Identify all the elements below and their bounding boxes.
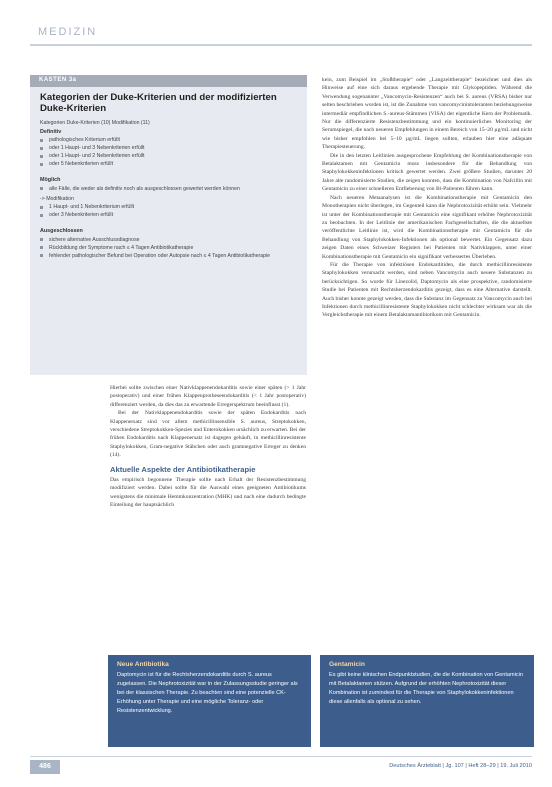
box-title: Kategorien der Duke-Kriterien und der modifizierten Duke-Kriterien bbox=[40, 92, 277, 114]
list-item: oder 1 Haupt- und 3 Nebenkriterien erfüllt bbox=[40, 144, 297, 152]
list-item: pathologisches Kriterium erfüllt bbox=[40, 136, 297, 144]
panel-text: Daptomycin ist für die Rechtsherzendokarditis durch S. aureus zugelassen. Die Nephrotoxizität war in der Zulassungsstudie geringer als bei der klassischen Therapie. Zu beachten sind eine potenzielle CK-Erhöhung unter Therapie und eine mögliche Toleranz- oder Resistenzentwicklung. bbox=[117, 672, 298, 714]
header-rule bbox=[30, 44, 532, 46]
paragraph: Die in den letzten Leitlinien ausgesprochene Empfehlung der Kombinationstherapie von Betalaktamen mit Gentamicin muss insbesondere für die Behandlung von Staphylokokkeninfektionen kritisch gewertet werden. Zwei größere Studien, darunter 20 Jahre alte randomisierte Studien, die zeigen konnten, dass die Kombination von Nafcillin mit Gentamicin zu einer schnelleren Entfieberung von Bi-Patienten führen kann. bbox=[322, 152, 532, 193]
list-item: oder 5 Nebenkriterien erfüllt bbox=[40, 160, 297, 168]
list-item: sichere alternative Ausschlussdiagnose bbox=[40, 236, 297, 244]
panel-title: Gentamicin bbox=[329, 661, 365, 668]
section-heading: Aktuelle Aspekte der Antibiotikatherapie bbox=[110, 464, 256, 474]
excluded-heading: Ausgeschlossen bbox=[40, 228, 83, 235]
box-tag: KASTEN 3a bbox=[30, 75, 307, 87]
paragraph: Das empirisch begonnene Therapie sollte nach Erhalt der Resistenzbestimmung modifiziert werden. Dabei sollte für die Auswahl eines geeigneten Antibiotikums wenigstens die minimale Hemmkonzentration (MHK) und nach eine dadurch bedingte Einteilung der hauptsächlich bbox=[110, 477, 306, 509]
right-column bbox=[322, 76, 532, 320]
list-item: alle Fälle, die weder als definitiv noch als ausgeschlossen gewertet werden können bbox=[40, 185, 297, 193]
paragraph: Hierbei sollte zwischen einer Nativklappenendokarditis sowie einer späten (> 1 Jahr postoperativ) und einer frühen Klappenprotheseendokarditis (< 1 Jahr postoperativ) differenziert werden, da dies das zu erwartende Erregerspektrum beeinflusst (1). bbox=[110, 385, 306, 408]
paragraph: Für die Therapie von infektiösen Endokarditiden, die durch methicillinresistente Staphylokokken verursacht werden, sind neben Vancomycin auch neuere Substanzen zu berücksichtigen. So wurde für Linezolid, Daptomycin als eine prospektive, randomisierte Studie bei Patienten mit Rechtsherzendokarditis gezeigt, dass es eine Alternative darstellt. Auch bisher konnte gezeigt werden, dass die Substanz im Gegensatz zu Vancomycin auch bei Infektionen durch methicillinresistente Staphylokokken nicht schlechter wirksam war als die Vergleichstherapie mit einem Betalaktamantibiotikum mit Gentamicin. bbox=[322, 261, 532, 319]
list-item: oder 3 Nebenkriterien erfüllt bbox=[40, 211, 297, 219]
page-number: 486 bbox=[30, 760, 60, 774]
panel-title: Neue Antibiotika bbox=[117, 661, 169, 668]
definite-heading: Definitiv bbox=[40, 128, 62, 135]
citation: Deutsches Ärzteblatt | Jg. 107 | Heft 28–29 | 19. Juli 2010 bbox=[389, 763, 532, 769]
possible-heading: Möglich bbox=[40, 177, 61, 184]
list-item: Rückbildung der Symptome nach ≤ 4 Tagen Antibiotikatherapie bbox=[40, 244, 297, 252]
paragraph: Bei der Nativklappenendokarditis sowie der späten Endokarditis nach Klappenersatz sind vor allem methicillinsensible S. aureus, Streptokokken, verschiedene Streptokokken-Spezies und Enterokokken ursächlich zu erwarten. Bei der frühen Endokarditis nach Klappenersatz ist dagegen gehäuft, in methicillinresistente Staphylokokken, Gram-negative Stäbchen oder auch gramnegative Erreger zu denken (14). bbox=[110, 410, 306, 459]
panel-new-antibiotics bbox=[108, 655, 311, 747]
section-tag: MEDIZIN bbox=[38, 26, 98, 38]
info-box bbox=[30, 75, 307, 375]
paragraph: kein, zum Beispiel im „Stoßtherapie“ oder „Langzeittherapie“ bezeichnet und dies als Hinweise auf eine sich daraus ergebende Therapie mit Glykopeptiden. Während die Verwendung sogenannter „Vancomycin-Resistenzen“ auch bei S. aureus (VRSA) bisher nur selten beschrieben worden ist, ist die Zunahme von vancomycinintoleranten beziehungsweise intermediär empfindlichen S.-aureus-Stämmen (VISA) der eigentliche Kern der Problematik. Nur die differenzierte Resistenzbestimmung und ein kontinuierliches Monitoring der Serumspiegel, die nach neueren Empfehlungen in einem Bereich von 15–20 µg/mL und nicht wie bisher empfohlen bei 5–10 µg/mL liegen sollten, erlauben hier eine adäquate Therapiesteuerung. bbox=[322, 77, 532, 151]
panel-gentamicin bbox=[320, 655, 534, 747]
left-column bbox=[110, 384, 306, 510]
panel-text: Es gibt keine klinischen Endpunktstudien, die die Kombination von Gentamicin mit Betalaktamen stützen. Aufgrund der erhöhten Nephrotoxizität dieser Kombination ist zumindest für die Therapie von Staphylokokkeninfektionen diese allenfalls als optional zu sehen. bbox=[329, 672, 524, 705]
list-item: 1 Haupt- und 1 Nebenkriterium erfüllt bbox=[40, 203, 297, 211]
footer-rule bbox=[30, 756, 532, 757]
list-item: oder 1 Haupt- und 2 Nebenkriterien erfüllt bbox=[40, 152, 297, 160]
list-item: fehlender pathologischer Befund bei Operation oder Autopsie nach ≤ 4 Tagen Antibiotikatherapie bbox=[40, 252, 297, 260]
modification-label: -> Modifikation bbox=[40, 195, 74, 202]
box-subtitle: Kategorien Duke-Kriterien (10) Modifikation (11) bbox=[40, 120, 150, 126]
paragraph: Nach neueren Metaanalysen ist die Kombinationstherapie mit Gentamicin den Monotherapien nicht überlegen, im Gegenteil kann die Nephrotoxizität erhöht sein. Vielmehr ist unter der Kombinationstherapie mit Gentamicin eine signifikant erhöhte Nephrotoxizität zu beobachten. In der Leitlinie der amerikanischen Fachgesellschaften, die die aktuellste veröffentlichte Leitlinie ist, wird die Kombinationstherapie mit Gentamicin für die Behandlung von Staphylokokken-Infektionen als optional bewertet. Ein Gegensatz dazu zeigen Daten eines Schweizer Registers bei Patienten mit Nativklappen, unter einer Kombinationstherapie mit Gentamicin ein signifikant verbessertes Überleben. bbox=[322, 194, 532, 260]
